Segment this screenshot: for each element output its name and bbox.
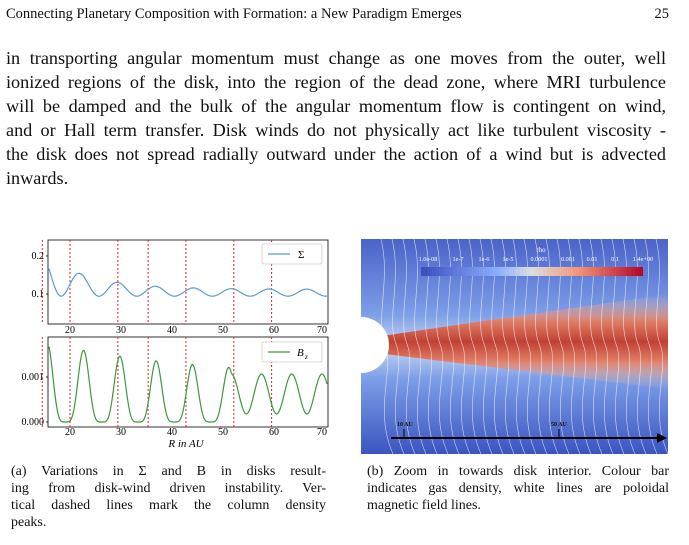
caption-right bbox=[367, 463, 669, 514]
figure-right-simulation bbox=[361, 239, 668, 454]
top-ytick-label: 0.2 bbox=[31, 251, 44, 262]
caption-line: indicates gas density, white lines are poloidal bbox=[367, 481, 669, 496]
top-xtick-label: 60 bbox=[269, 325, 279, 336]
colorbar-label: 1.4e+00 bbox=[632, 256, 654, 263]
body-line: and or Hall term transfer. Disk winds do not physically act like turbulent viscosity - bbox=[6, 120, 666, 140]
top-xtick-label: 70 bbox=[317, 325, 327, 336]
bottom-legend-subscript: z bbox=[305, 353, 308, 361]
colorbar-label: 1e-7 bbox=[452, 256, 464, 263]
bottom-ytick-label: 0.001 bbox=[21, 372, 44, 383]
figure-left-plots bbox=[0, 232, 340, 452]
top-ytick-label: 0.1 bbox=[31, 289, 44, 300]
caption-line: peaks. bbox=[11, 515, 47, 530]
colorbar-label: 1e-6 bbox=[478, 256, 490, 263]
caption-line: (a) Variations in Σ and B in disks result- bbox=[11, 464, 326, 479]
top-xtick-label: 30 bbox=[116, 325, 126, 336]
caption-left bbox=[11, 463, 326, 531]
page-header bbox=[6, 6, 669, 24]
bottom-xtick-label: 30 bbox=[116, 427, 126, 438]
x-axis-label: R in AU bbox=[168, 438, 204, 450]
top-xtick-label: 50 bbox=[218, 325, 228, 336]
page-number: 25 bbox=[654, 6, 669, 22]
bottom-xtick-label: 70 bbox=[317, 427, 327, 438]
caption-line: magnetic field lines. bbox=[367, 498, 481, 513]
colorbar-label: 1.0e-08 bbox=[418, 256, 438, 263]
bottom-xtick-label: 60 bbox=[269, 427, 279, 438]
caption-line: tical dashed lines mark the column density bbox=[11, 498, 326, 513]
running-title: Connecting Planetary Composition with Formation: a New Paradigm Emerges bbox=[6, 6, 462, 22]
body-line: the disk does not spread radially outward under the action of a wind but is advected bbox=[6, 144, 666, 164]
colorbar-label: 0.001 bbox=[561, 256, 575, 263]
bottom-ytick-label: 0.000 bbox=[21, 417, 44, 428]
bottom-xtick-label: 20 bbox=[65, 427, 75, 438]
bottom-legend-label: B bbox=[297, 347, 304, 359]
colorbar-label: 1e-5 bbox=[502, 256, 514, 263]
simulation-svg bbox=[361, 239, 668, 454]
top-dashed-lines bbox=[42, 240, 271, 324]
colorbar-labels bbox=[419, 256, 653, 263]
caption-line: ing from disk-wind driven instability. Ver- bbox=[11, 481, 326, 496]
colorbar-label: 0.1 bbox=[611, 256, 619, 263]
body-line: will be damped and the bulk of the angular momentum flow is contingent on wind, bbox=[6, 96, 666, 116]
top-xtick-label: 20 bbox=[65, 325, 75, 336]
body-paragraph bbox=[6, 46, 666, 190]
caption-line: (b) Zoom in towards disk interior. Colour bar bbox=[367, 464, 669, 479]
plots-svg bbox=[0, 232, 340, 452]
top-xtick-label: 40 bbox=[167, 325, 177, 336]
top-legend-label: Σ bbox=[298, 249, 305, 261]
bottom-xtick-label: 40 bbox=[167, 427, 177, 438]
bottom-dashed-lines bbox=[42, 337, 271, 427]
body-line: inwards. bbox=[6, 168, 69, 188]
colorbar-title: rho bbox=[536, 246, 546, 254]
label-50au: 50 AU bbox=[551, 422, 567, 428]
body-line: ionized regions of the disk, into the region of the dead zone, where MRI turbulence bbox=[6, 72, 666, 92]
body-line: in transporting angular momentum must change as one moves from the outer, well bbox=[6, 48, 666, 68]
colorbar-label: 0.01 bbox=[586, 256, 598, 263]
colorbar bbox=[421, 267, 643, 276]
colorbar-label: 0.0001 bbox=[530, 256, 548, 263]
bottom-xtick-label: 50 bbox=[218, 427, 228, 438]
label-10au: 10 AU bbox=[397, 422, 413, 428]
sigma-curve bbox=[49, 269, 327, 297]
